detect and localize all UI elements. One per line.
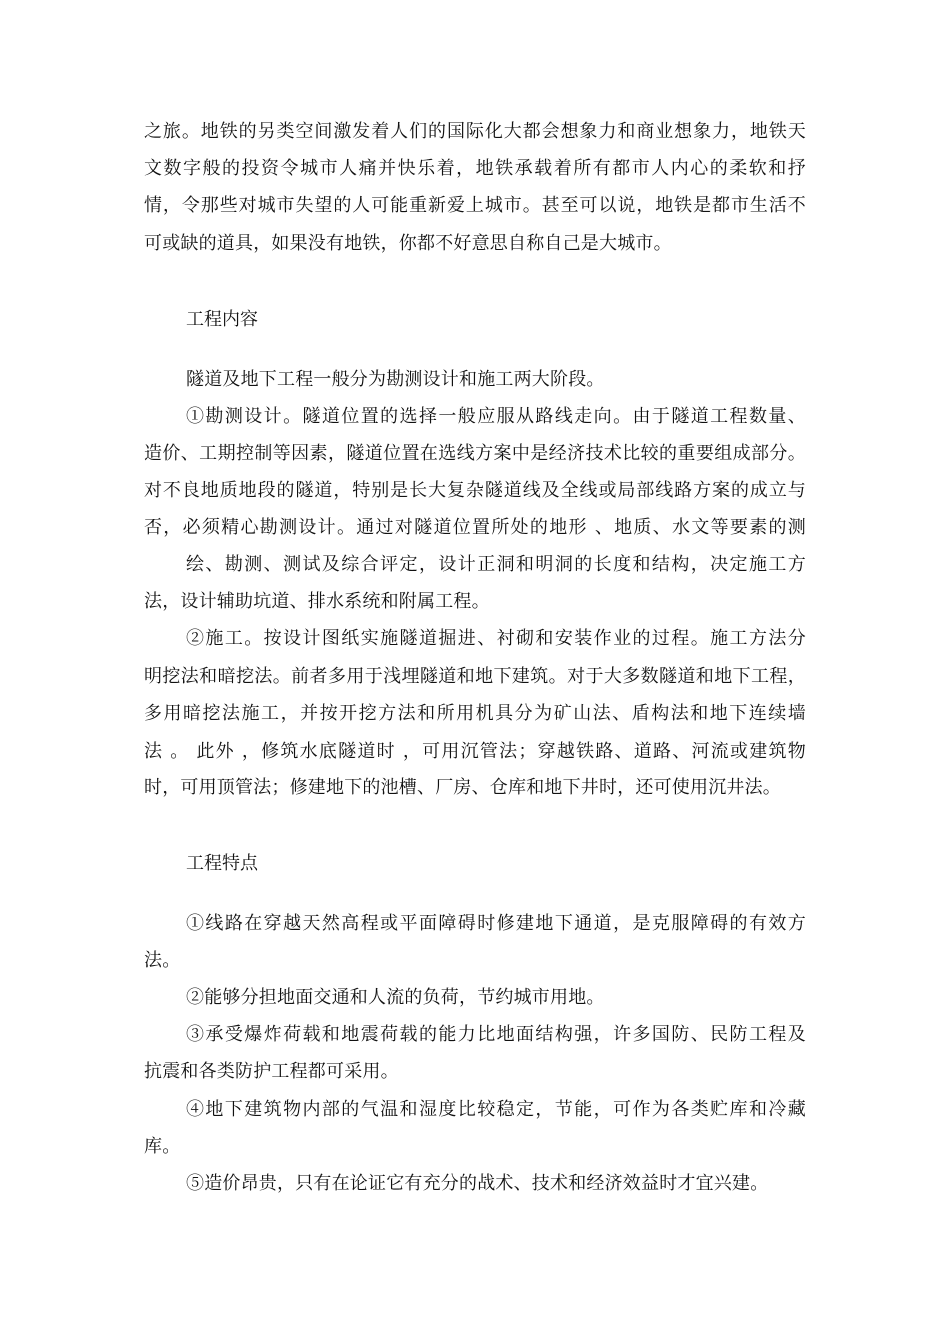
feature-line: 库。	[144, 1136, 181, 1157]
paragraph-line: 绘、勘测、测试及综合评定，设计正洞和明洞的长度和结构，决定施工方	[186, 554, 806, 575]
feature-line: ②能够分担地面交通和人流的负荷，节约城市用地。	[186, 987, 605, 1008]
paragraph-line: 对不良地质地段的隧道，特别是长大复杂隧道线及全线或局部线路方案的成立与	[144, 480, 806, 501]
paragraph-line: 否，必须精心勘测设计。通过对隧道位置所处的地形 、地质、水文等要素的测	[144, 517, 806, 538]
paragraph-line: 法，设计辅助坑道、排水系统和附属工程。	[144, 591, 490, 612]
feature-line: 抗震和各类防护工程都可采用。	[144, 1061, 399, 1082]
paragraph-line: ②施工。按设计图纸实施隧道掘进、衬砌和安装作业的过程。施工方法分	[186, 628, 806, 649]
paragraph-line: 多用暗挖法施工，并按开挖方法和所用机具分为矿山法、盾构法和地下连续墙	[144, 703, 806, 724]
paragraph-line: 隧道及地下工程一般分为勘测设计和施工两大阶段。	[186, 369, 605, 390]
feature-line: ③承受爆炸荷载和地震荷载的能力比地面结构强，许多国防、民防工程及	[186, 1024, 806, 1045]
paragraph-line: 时，可用顶管法；修建地下的池槽、厂房、仓库和地下井时，还可使用沉井法。	[144, 777, 781, 798]
section-heading-content: 工程内容	[186, 309, 258, 330]
intro-line: 文数字般的投资令城市人痛并快乐着，地铁承载着所有都市人内心的柔软和抒	[144, 158, 806, 179]
feature-line: ⑤造价昂贵，只有在论证它有充分的战术、技术和经济效益时才宜兴建。	[186, 1173, 769, 1194]
feature-line: 法。	[144, 950, 181, 971]
feature-line: ①线路在穿越天然高程或平面障碍时修建地下通道，是克服障碍的有效方	[186, 913, 806, 934]
paragraph-line: 明挖法和暗挖法。前者多用于浅埋隧道和地下建筑。对于大多数隧道和地下工程，	[144, 666, 806, 687]
paragraph-line: ①勘测设计。隧道位置的选择一般应服从路线走向。由于隧道工程数量、	[186, 406, 806, 427]
paragraph-line: 造价、工期控制等因素，隧道位置在选线方案中是经济技术比较的重要组成部分。	[144, 443, 806, 464]
section-heading-features: 工程特点	[186, 853, 258, 874]
feature-line: ④地下建筑物内部的气温和湿度比较稳定，节能，可作为各类贮库和冷藏	[186, 1099, 806, 1120]
intro-line: 可或缺的道具，如果没有地铁，你都不好意思自称自己是大城市。	[144, 233, 672, 254]
intro-line: 情，令那些对城市失望的人可能重新爱上城市。甚至可以说，地铁是都市生活不	[144, 195, 806, 216]
paragraph-line: 法 。 此外 ，修筑水底隧道时 ，可用沉管法；穿越铁路、道路、河流或建筑物	[144, 741, 806, 762]
intro-line: 之旅。地铁的另类空间激发着人们的国际化大都会想象力和商业想象力，地铁天	[144, 121, 806, 142]
